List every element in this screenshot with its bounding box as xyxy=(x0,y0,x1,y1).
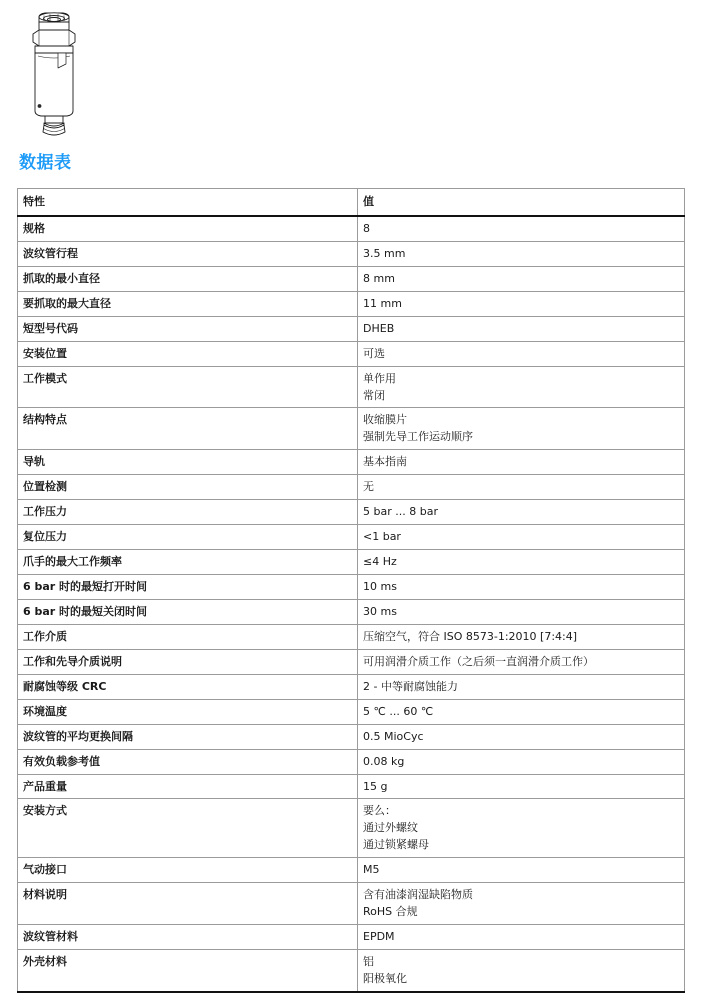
table-body xyxy=(18,216,685,992)
table-row xyxy=(18,216,685,241)
table-cell-property: 规格 xyxy=(18,216,358,241)
table-row xyxy=(18,241,685,266)
table-cell-property: 工作介质 xyxy=(18,624,358,649)
table-cell-value xyxy=(358,774,685,799)
table-cell-value xyxy=(358,674,685,699)
table-cell-property: 6 bar 时的最短关闭时间 xyxy=(18,599,358,624)
table-cell-property: 抓取的最小直径 xyxy=(18,266,358,291)
table-cell-value-line: 通过锁紧螺母 xyxy=(363,838,429,852)
page-title: 数据表 xyxy=(19,153,72,174)
table-row xyxy=(18,649,685,674)
table-cell-value-line: 0.08 kg xyxy=(363,754,405,768)
table-row xyxy=(18,674,685,699)
table-cell-property: 工作模式 xyxy=(18,366,358,408)
table-cell-value-line: 压缩空气，符合 ISO 8573-1:2010 [7:4:4] xyxy=(363,629,578,643)
table-cell-property: 有效负载参考值 xyxy=(18,749,358,774)
table-row xyxy=(18,724,685,749)
table-cell-value xyxy=(358,799,685,858)
table-cell-value xyxy=(358,216,685,241)
table-cell-value xyxy=(358,341,685,366)
table-cell-property: 短型号代码 xyxy=(18,316,358,341)
table-cell-value-line: 10 ms xyxy=(363,580,397,593)
table-cell-value xyxy=(358,291,685,316)
table-row xyxy=(18,950,685,992)
table-row xyxy=(18,925,685,950)
table-row xyxy=(18,450,685,475)
table-cell-property: 环境温度 xyxy=(18,699,358,724)
table-row xyxy=(18,550,685,575)
table-cell-property: 复位压力 xyxy=(18,525,358,550)
table-cell-property: 波纹管行程 xyxy=(18,241,358,266)
table-cell-value xyxy=(358,241,685,266)
table-row xyxy=(18,749,685,774)
table-cell-property: 导轨 xyxy=(18,450,358,475)
table-cell-value xyxy=(358,550,685,575)
table-row xyxy=(18,366,685,408)
datasheet-table-container xyxy=(17,188,684,993)
table-header xyxy=(18,189,685,216)
table-cell-value xyxy=(358,883,685,925)
table-row xyxy=(18,799,685,858)
table-cell-value-line: 0.5 MioCyc xyxy=(363,729,424,743)
table-cell-value xyxy=(358,500,685,525)
table-cell-value xyxy=(358,925,685,950)
table-header-row xyxy=(18,189,685,216)
table-cell-value-line: 8 mm xyxy=(363,271,395,285)
table-row xyxy=(18,883,685,925)
table-cell-property: 工作和先导介质说明 xyxy=(18,649,358,674)
table-cell-property: 波纹管的平均更换间隔 xyxy=(18,724,358,749)
table-cell-property: 安装位置 xyxy=(18,341,358,366)
table-cell-value-line: 收缩膜片 xyxy=(363,413,407,427)
table-cell-value xyxy=(358,749,685,774)
table-row xyxy=(18,341,685,366)
table-cell-property: 外壳材料 xyxy=(18,950,358,992)
table-cell-property: 工作压力 xyxy=(18,500,358,525)
table-cell-value xyxy=(358,450,685,475)
table-cell-property: 6 bar 时的最短打开时间 xyxy=(18,575,358,600)
table-cell-value xyxy=(358,316,685,341)
table-row xyxy=(18,699,685,724)
table-cell-value-line: 通过外螺纹 xyxy=(363,821,418,835)
table-row xyxy=(18,858,685,883)
table-row xyxy=(18,408,685,450)
table-cell-value-line: DHEB xyxy=(363,321,395,335)
table-row xyxy=(18,500,685,525)
table-cell-value-line: M5 xyxy=(363,863,380,877)
table-cell-value-line: RoHS 合规 xyxy=(363,905,418,919)
table-cell-property: 耐腐蚀等级 CRC xyxy=(18,674,358,699)
table-row xyxy=(18,291,685,316)
table-cell-value xyxy=(358,575,685,600)
table-row xyxy=(18,599,685,624)
pneumatic-gripper-illustration xyxy=(14,8,94,140)
table-row xyxy=(18,525,685,550)
table-cell-value-line: 阳极氧化 xyxy=(363,971,407,985)
table-cell-value xyxy=(358,266,685,291)
table-cell-value-line: <1 bar xyxy=(363,530,401,544)
table-cell-property: 波纹管材料 xyxy=(18,925,358,950)
table-cell-value-line: 强制先导工作运动顺序 xyxy=(363,430,473,444)
table-cell-value-line: EPDM xyxy=(363,930,395,944)
column-header-value: 值 xyxy=(358,189,685,216)
table-row xyxy=(18,624,685,649)
table-cell-value-line: 5 bar ... 8 bar xyxy=(363,505,438,519)
table-cell-value xyxy=(358,649,685,674)
table-cell-value-line: 铝 xyxy=(363,955,374,968)
table-cell-value-line: 单作用 xyxy=(363,371,396,385)
table-cell-value xyxy=(358,950,685,992)
table-cell-value xyxy=(358,599,685,624)
table-cell-property: 要抓取的最大直径 xyxy=(18,291,358,316)
table-row xyxy=(18,266,685,291)
table-row xyxy=(18,475,685,500)
table-row xyxy=(18,575,685,600)
table-cell-value xyxy=(358,366,685,408)
product-image xyxy=(14,8,94,140)
table-cell-value xyxy=(358,858,685,883)
table-cell-property: 结构特点 xyxy=(18,408,358,450)
table-row xyxy=(18,774,685,799)
table-cell-value-line: 30 ms xyxy=(363,604,397,618)
table-cell-property: 气动接口 xyxy=(18,858,358,883)
table-cell-property: 爪手的最大工作频率 xyxy=(18,550,358,575)
table-cell-value-line: 5 ℃ ... 60 ℃ xyxy=(363,704,434,718)
table-cell-value-line: ≤4 Hz xyxy=(363,555,397,569)
table-cell-value xyxy=(358,525,685,550)
table-cell-property: 安装方式 xyxy=(18,799,358,858)
table-cell-value xyxy=(358,475,685,500)
table-cell-value xyxy=(358,724,685,749)
table-cell-value-line: 基本指南 xyxy=(363,455,407,469)
table-cell-value-line: 3.5 mm xyxy=(363,246,406,260)
table-cell-value-line: 常闭 xyxy=(363,388,385,402)
table-cell-value-line: 含有油漆润湿缺陷物质 xyxy=(363,888,473,902)
table-cell-property: 位置检测 xyxy=(18,475,358,500)
column-header-property: 特性 xyxy=(18,189,358,216)
table-cell-value-line: 可选 xyxy=(363,346,385,360)
table-cell-value-line: 可用润滑介质工作（之后须一直润滑介质工作） xyxy=(363,654,594,668)
table-cell-value-line: 无 xyxy=(363,480,374,494)
table-cell-property: 材料说明 xyxy=(18,883,358,925)
table-cell-value-line: 15 g xyxy=(363,779,388,793)
table-cell-value-line: 11 mm xyxy=(363,296,402,310)
datasheet-table xyxy=(17,188,685,993)
table-cell-value xyxy=(358,408,685,450)
table-cell-value-line: 8 xyxy=(363,221,370,235)
table-cell-property: 产品重量 xyxy=(18,774,358,799)
table-cell-value xyxy=(358,624,685,649)
table-cell-value-line: 2 - 中等耐腐蚀能力 xyxy=(363,679,458,693)
table-row xyxy=(18,316,685,341)
table-cell-value-line: 要么： xyxy=(363,804,396,818)
table-cell-value xyxy=(358,699,685,724)
